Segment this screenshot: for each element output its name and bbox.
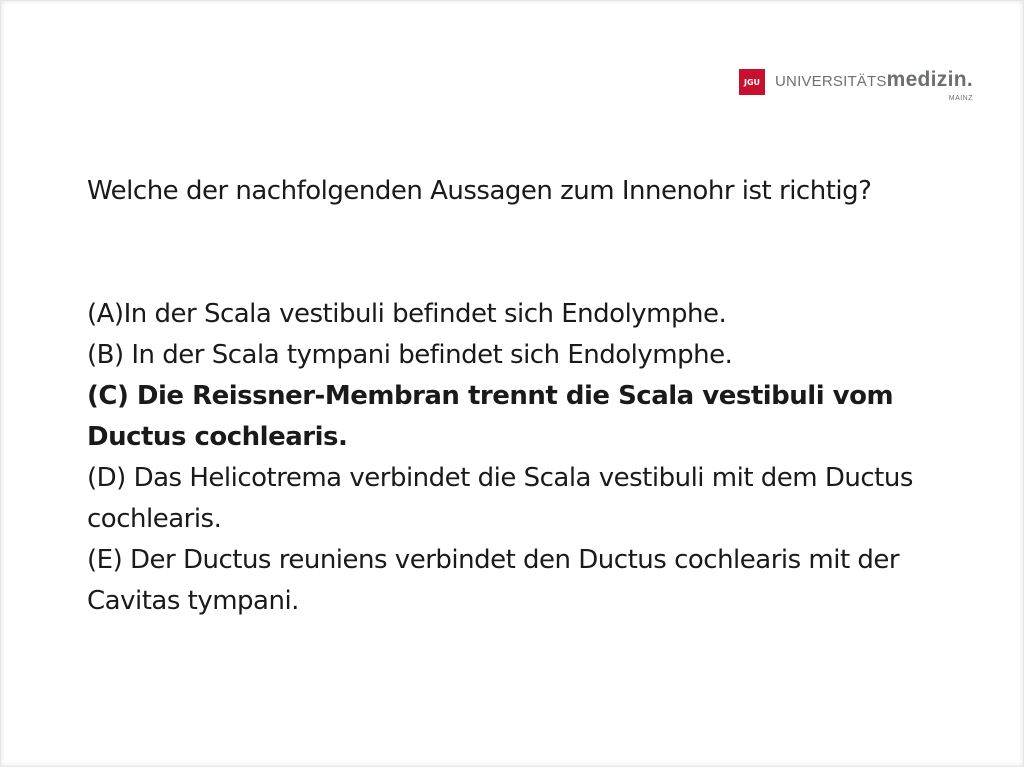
answer-option-a: (A)In der Scala vestibuli befindet sich Endolymphe. bbox=[87, 299, 727, 329]
answer-option-d: (D) Das Helicotrema verbindet die Scala vestibuli mit dem Ductus cochlearis. bbox=[87, 463, 913, 534]
slide-content bbox=[87, 171, 967, 622]
answer-option-e: (E) Der Ductus reuniens verbindet den Ductus cochlearis mit der Cavitas tympani. bbox=[87, 545, 900, 616]
jgu-logo-mark: JGU bbox=[739, 69, 765, 95]
logo-wordmark bbox=[775, 67, 973, 95]
answer-option-c-correct: (C) Die Reissner-Membran trennt die Scala vestibuli vom Ductus cochlearis. bbox=[87, 381, 894, 452]
question-text: Welche der nachfolgenden Aussagen zum Innenohr ist richtig? bbox=[87, 176, 872, 206]
university-logo bbox=[739, 67, 973, 105]
logo-text bbox=[775, 67, 973, 102]
logo-word-bold: medizin. bbox=[886, 68, 974, 91]
logo-subtitle: MAINZ bbox=[948, 95, 974, 102]
answer-option-b: (B) In der Scala tympani befindet sich Endolymphe. bbox=[87, 340, 733, 370]
spacer bbox=[87, 212, 967, 294]
logo-word-light: UNIVERSITÄTS bbox=[775, 73, 887, 90]
